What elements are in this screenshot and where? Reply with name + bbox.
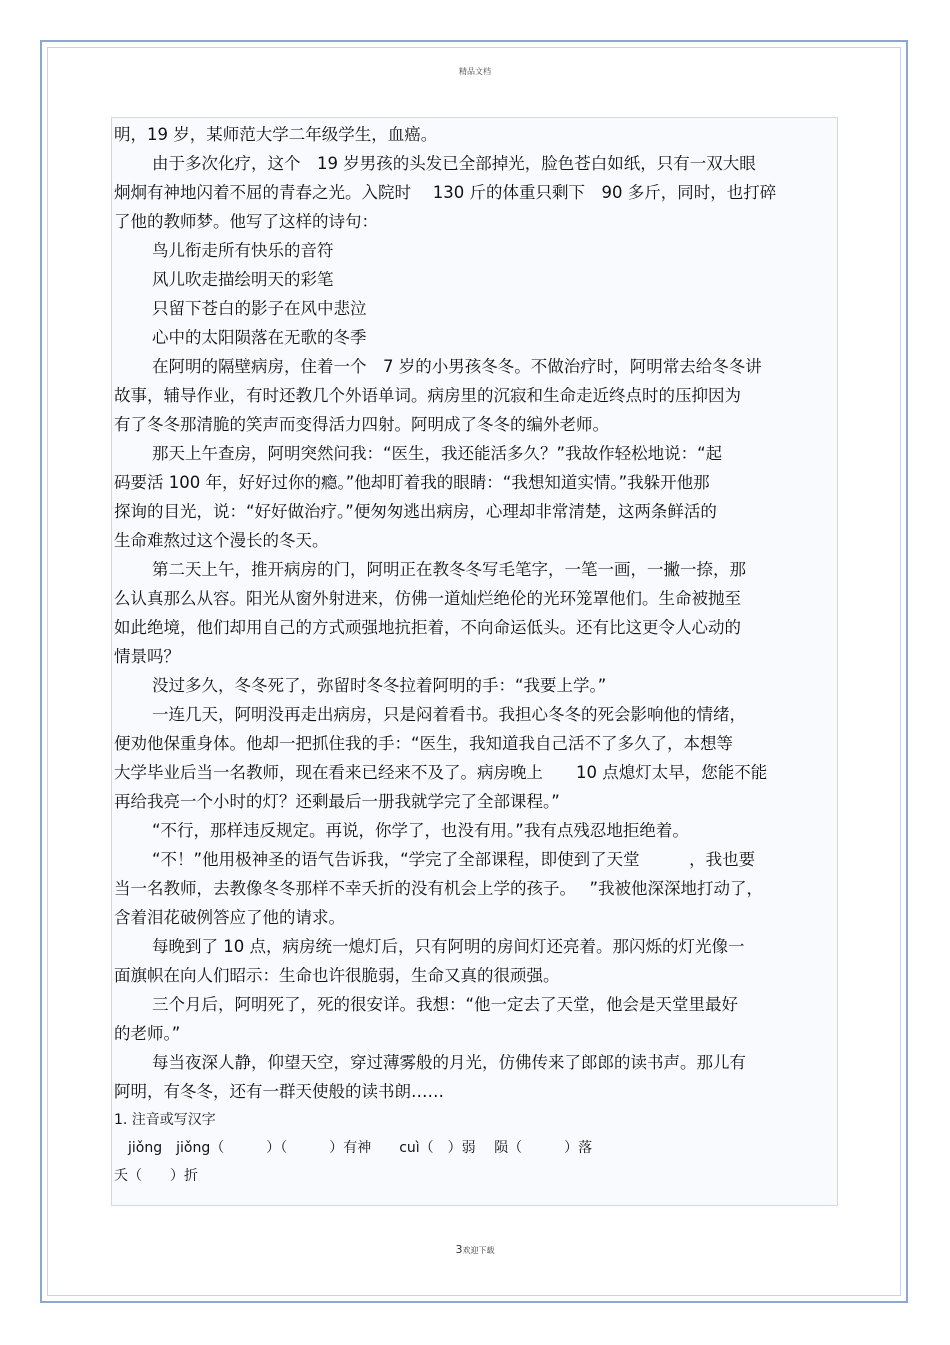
text-line: 没过多久，冬冬死了，弥留时冬冬拉着阿明的手：“我要上学。” [152,676,607,695]
question-line-2: 夭（ ）折 [114,1168,198,1184]
article-body [114,120,837,1106]
footer-text: 欢迎下载 [462,1246,495,1255]
text-line: 故事，辅导作业，有时还教几个外语单词。病房里的沉寂和生命走近终点时的压抑因为 [114,386,741,405]
text-line: 如此绝境，他们却用自己的方式顽强地抗拒着，不向命运低头。还有比这更令人心动的 [114,618,741,637]
text-line: 生命难熬过这个漫长的冬天。 [114,531,329,550]
text-line: 三个月后，阿明死了，死的很安详。我想：“他一定去了天堂，他会是天堂里最好 [152,995,739,1014]
text-line: 有了冬冬那清脆的笑声而变得活力四射。阿明成了冬冬的编外老师。 [114,415,609,434]
text-line: 每当夜深人静，仰望天空，穿过薄雾般的月光，仿佛传来了郎郎的读书声。那儿有 [152,1053,746,1072]
question-title: 1. 注音或写汉字 [114,1112,216,1128]
text-line: 明，19 岁，某师范大学二年级学生，血癌。 [114,125,438,144]
text-line: 再给我亮一个小时的灯？还剩最后一册我就学完了全部课程。” [114,792,560,811]
question-line-1: jiǒng jiǒng（ ）（ ）有神 cuì（ ）弱 陨（ ）落 [114,1140,593,1156]
text-line: 那天上午查房，阿明突然问我：“医生，我还能活多久？”我故作轻松地说：“起 [152,444,723,463]
text-line: 每晚到了 10 点，病房统一熄灯后，只有阿明的房间灯还亮着。那闪烁的灯光像一 [152,937,745,956]
text-line: 大学毕业后当一名教师，现在看来已经来不及了。病房晚上 10 点熄灯太早，您能不能 [114,763,768,782]
text-line: 当一名教师，去教像冬冬那样不幸夭折的没有机会上学的孩子。 ”我被他深深地打动了， [114,879,764,898]
text-line: 面旗帜在向人们昭示：生命也许很脆弱，生命又真的很顽强。 [114,966,560,985]
text-line: 阿明，有冬冬，还有一群天使般的读书朗…… [114,1082,444,1101]
text-line: 只留下苍白的影子在风中悲泣 [152,299,367,318]
text-line: 由于多次化疗，这个 19 岁男孩的头发已全部掉光，脸色苍白如纸，只有一双大眼 [152,154,756,173]
text-line: 么认真那么从容。阳光从窗外射进来，仿佛一道灿烂绝伦的光环笼罩他们。生命被抛至 [114,589,741,608]
text-line: “不行，那样违反规定。再说，你学了，也没有用。”我有点残忍地拒绝着。 [152,821,689,840]
page-number: 3 [455,1243,463,1256]
text-line: 便劝他保重身体。他却一把抓住我的手：“医生，我知道我自己活不了多久了，本想等 [114,734,734,753]
text-line: 鸟儿衔走所有快乐的音符 [152,241,334,260]
text-line: 第二天上午，推开病房的门，阿明正在教冬冬写毛笔字，一笔一画，一撇一捺，那 [152,560,746,579]
text-line: 情景吗？ [114,647,180,666]
text-line: 探询的目光，说：“好好做治疗。”便匆匆逃出病房，心理却非常清楚，这两条鲜活的 [114,502,717,521]
text-line: 炯炯有神地闪着不屈的青春之光。入院时 130 斤的体重只剩下 90 多斤，同时，也打碎 [114,183,777,202]
text-line: 的老师。” [114,1024,181,1043]
text-line: 在阿明的隔壁病房，住着一个 7 岁的小男孩冬冬。不做治疗时，阿明常去给冬冬讲 [152,357,762,376]
page-header: 精品文档 [459,67,491,76]
text-line: 心中的太阳陨落在无歌的冬季 [152,328,367,347]
text-line: 含着泪花破例答应了他的请求。 [114,908,345,927]
text-line: 一连几天，阿明没再走出病房，只是闷着看书。我担心冬冬的死会影响他的情绪， [152,705,746,724]
page-footer [0,1243,950,1256]
text-line: “不！”他用极神圣的语气告诉我，“学完了全部课程，即使到了天堂 ，我也要 [152,850,756,869]
document-text-box [111,117,838,1206]
text-line: 了他的教师梦。他写了这样的诗句： [114,212,378,231]
text-line: 码要活 100 年，好好过你的瘾。”他却盯着我的眼睛：“我想知道实情。”我躲开他那 [114,473,710,492]
text-line: 风儿吹走描绘明天的彩笔 [152,270,334,289]
